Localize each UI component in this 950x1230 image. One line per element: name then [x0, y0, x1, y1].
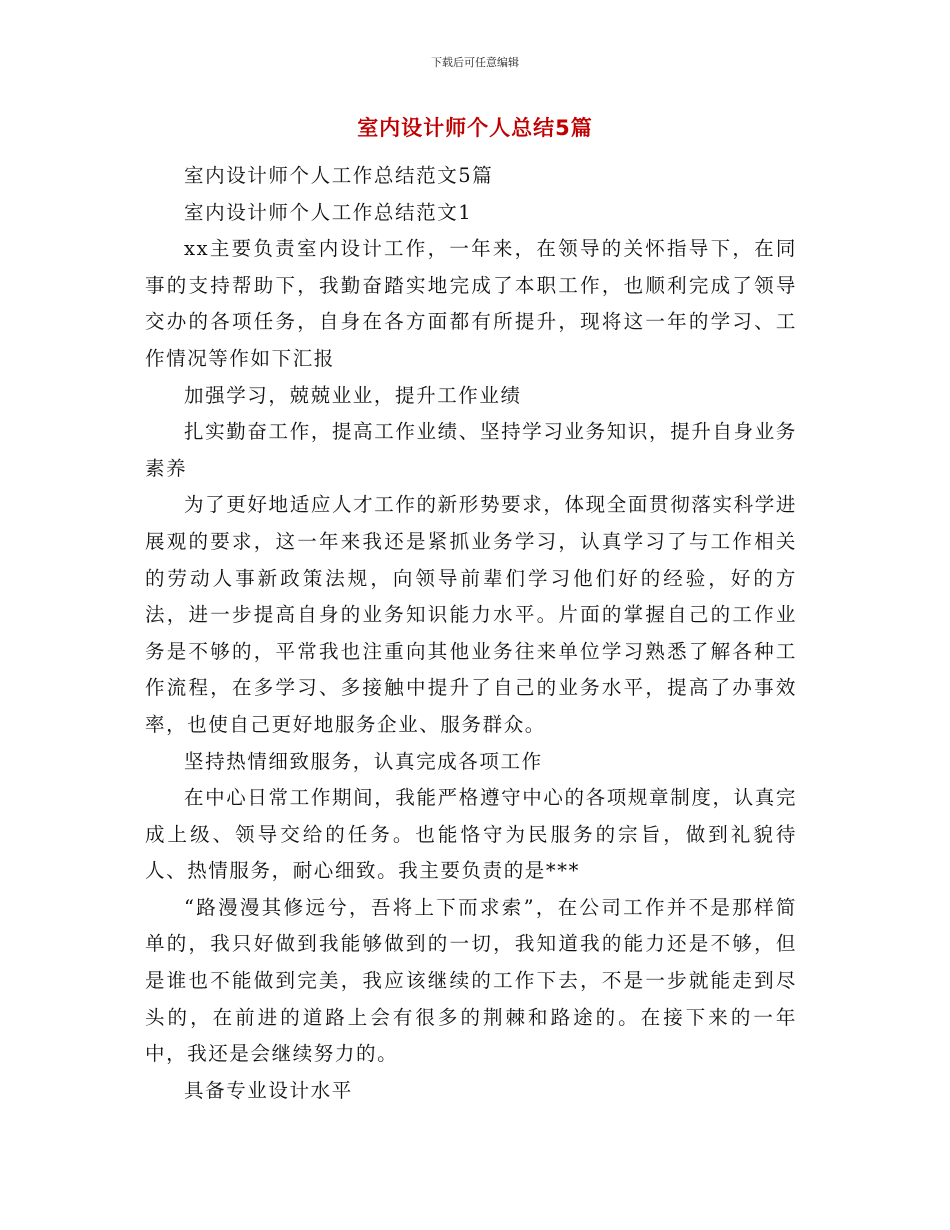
paragraph-body: xx主要负责室内设计工作，一年来，在领导的关怀指导下，在同事的支持帮助下，我勤奋踏实地完成了本职工作，也顺利完成了领导交办的各项任务，自身在各方面都有所提升，现将这一年的学习、工作情况等作如下汇报 [145, 237, 797, 370]
paragraph-heading: 坚持热情细致服务，认真完成各项工作 [184, 749, 543, 773]
paragraph-body: “路漫漫其修远兮，吾将上下而求索”，在公司工作并不是那样简单的，我只好做到我能够做到的一切，我知道我的能力还是不够，但是谁也不能做到完美，我应该继续的工作下去，不是一步就能走到尽头的，在前进的道路上会有很多的荆棘和路途的。在接下来的一年中，我还是会继续努力的。 [145, 895, 797, 1066]
paragraph-body: 为了更好地适应人才工作的新形势要求，体现全面贯彻落实科学进展观的要求，这一年来我还是紧抓业务学习，认真学习了与工作相关的劳动人事新政策法规，向领导前辈们学习他们好的经验，好的方法，进一步提高自身的业务知识能力水平。片面的掌握自己的工作业务是不够的，平常我也注重向其他业务往来单位学习熟悉了解各种工作流程，在多学习、多接触中提升了自己的业务水平，提高了办事效率，也使自己更好地服务企业、服务群众。 [145, 493, 797, 736]
paragraph-body: 扎实勤奋工作，提高工作业绩、坚持学习业务知识，提升自身业务素养 [145, 420, 797, 480]
paragraph-subtitle: 室内设计师个人工作总结范文5篇 [184, 164, 494, 187]
document-title: 室内设计师个人总结5篇 [357, 116, 593, 140]
paragraph-body: 在中心日常工作期间，我能严格遵守中心的各项规章制度，认真完成上级、领导交给的任务。也能恪守为民服务的宗旨，做到礼貌待人、热情服务，耐心细致。我主要负责的是*** [145, 786, 797, 883]
header-note: 下载后可任意编辑 [431, 56, 519, 69]
paragraph-heading: 具备专业设计水平 [184, 1078, 353, 1102]
paragraph-heading: 加强学习，兢兢业业，提升工作业绩 [184, 383, 522, 407]
paragraph-section-title: 室内设计师个人工作总结范文1 [184, 200, 473, 224]
document-body [145, 158, 797, 1109]
